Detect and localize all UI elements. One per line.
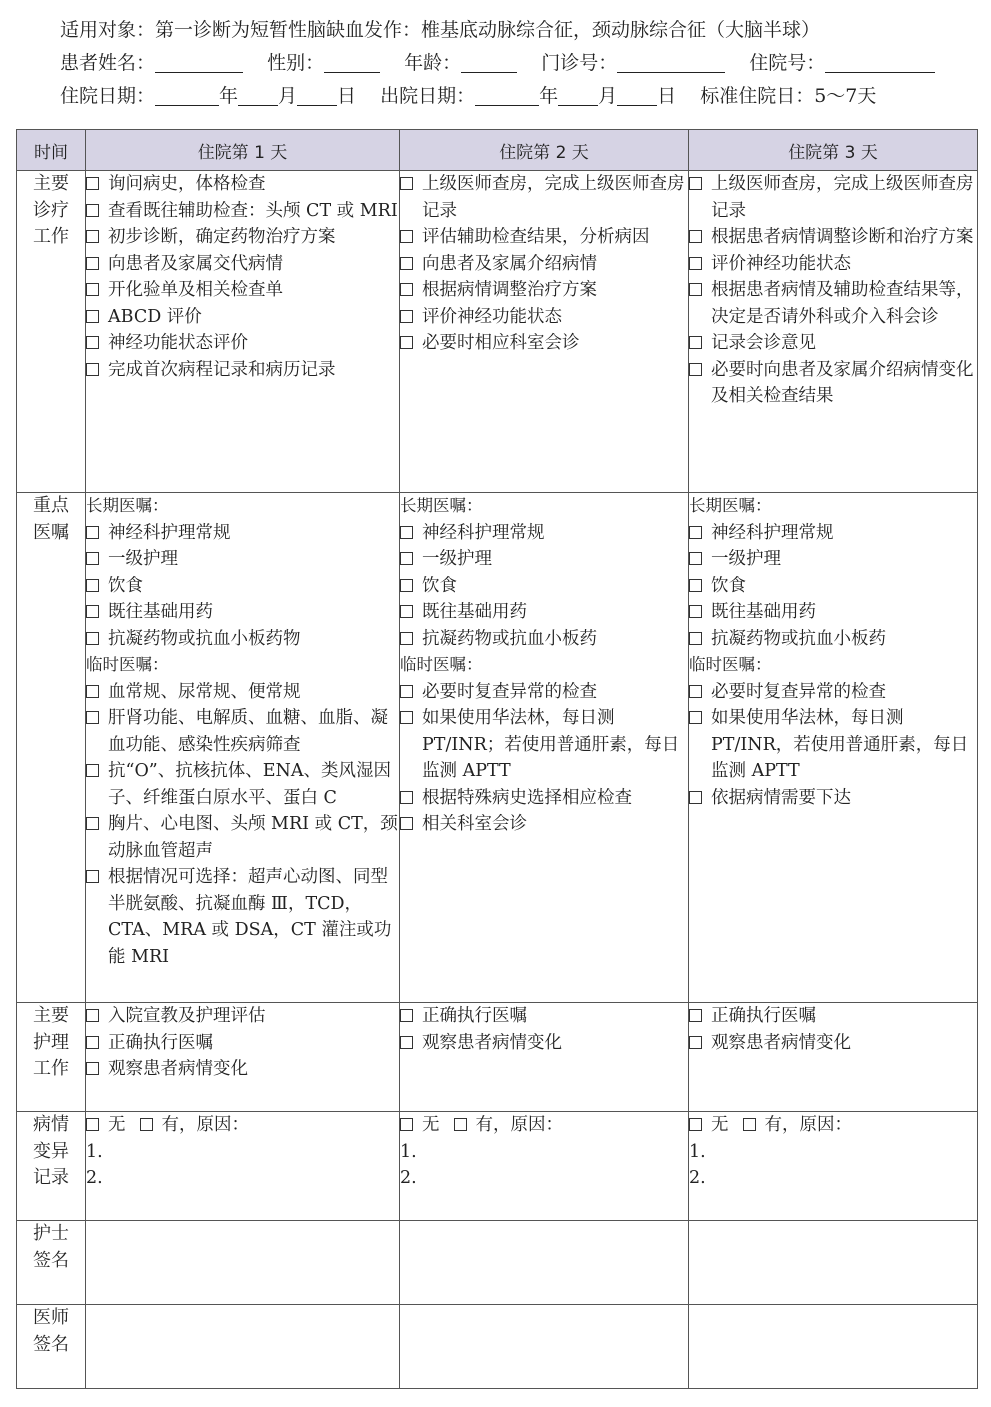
clinical-pathway-table xyxy=(16,129,978,1389)
checklist-item-text: 根据病情调整治疗方案 xyxy=(422,280,597,300)
row-label-doctor-sign: 医师 签名 xyxy=(17,1305,86,1389)
checkbox[interactable] xyxy=(86,605,99,618)
checkbox[interactable] xyxy=(689,283,702,296)
checklist-item xyxy=(400,520,688,547)
row-label-main-work: 主要 诊疗 工作 xyxy=(17,171,86,493)
checklist-item xyxy=(86,171,399,198)
checklist-item-text: 正确执行医嘱 xyxy=(422,1006,527,1026)
checklist-item xyxy=(689,626,977,653)
checklist-item-text: 既往基础用药 xyxy=(711,602,816,622)
admit-year-field[interactable] xyxy=(155,83,219,106)
inpatient-no-label: 住院号： xyxy=(749,52,826,74)
checklist-item xyxy=(400,679,688,706)
row-main-work xyxy=(17,171,978,493)
inpatient-no-field[interactable] xyxy=(825,50,935,73)
discharge-year-field[interactable] xyxy=(475,83,539,106)
checkbox[interactable] xyxy=(86,870,99,883)
variance-day-3: 无 有，原因： 1. 2. xyxy=(689,1112,978,1221)
applicable-subject: 适用对象：第一诊断为短暂性脑缺血发作：椎基底动脉综合征，颈动脉综合征（大脑半球） xyxy=(60,19,821,41)
orders-day-1 xyxy=(86,493,400,1003)
checklist-item-text: 既往基础用药 xyxy=(108,602,213,622)
row-orders xyxy=(17,493,978,1003)
age-field[interactable] xyxy=(461,50,517,73)
sex-label: 性别： xyxy=(267,52,325,74)
checklist-item xyxy=(86,864,399,970)
checklist-item-text: 神经科护理常规 xyxy=(422,522,545,543)
doctor-sign-day-3[interactable] xyxy=(689,1305,978,1389)
checklist-item-text: 向患者及家属交代病情 xyxy=(108,253,283,274)
orders-day-2 xyxy=(400,493,689,1003)
checkbox[interactable] xyxy=(86,552,99,565)
checkbox[interactable] xyxy=(86,204,99,217)
main-work-day-1 xyxy=(86,171,400,493)
temporary-orders-label: 临时医嘱： xyxy=(400,655,483,674)
checklist-item xyxy=(86,1030,399,1057)
checklist-item xyxy=(689,1030,977,1057)
variance-day-2: 无 有，原因： 1. 2. xyxy=(400,1112,689,1221)
checklist-item xyxy=(400,1003,688,1030)
checkbox[interactable] xyxy=(86,817,99,830)
checklist-item-text: 必要时相应科室会诊 xyxy=(422,333,580,353)
row-nurse-sign xyxy=(17,1221,978,1305)
checklist-item-text: 正确执行医嘱 xyxy=(108,1032,213,1053)
checklist-item-text: 饮食 xyxy=(422,575,457,596)
nursing-day-1 xyxy=(86,1003,400,1112)
discharge-month-field[interactable] xyxy=(558,83,598,106)
checklist-item xyxy=(689,599,977,626)
checklist-item xyxy=(400,626,688,653)
row-label-nurse-sign: 护士 签名 xyxy=(17,1221,86,1305)
checkbox[interactable] xyxy=(689,257,702,270)
checkbox[interactable] xyxy=(86,1009,99,1022)
checklist-item xyxy=(86,1003,399,1030)
header-row xyxy=(17,130,978,171)
checklist-item xyxy=(86,1056,399,1083)
checklist-item xyxy=(400,705,688,785)
checklist-item xyxy=(400,304,688,331)
checkbox[interactable] xyxy=(400,336,413,349)
patient-name-label: 患者姓名： xyxy=(60,52,156,74)
checkbox[interactable] xyxy=(400,632,413,645)
checklist-item-text: 一级护理 xyxy=(711,549,781,569)
checkbox[interactable] xyxy=(86,177,99,190)
checklist-item xyxy=(86,546,399,573)
row-nursing xyxy=(17,1003,978,1112)
checkbox[interactable] xyxy=(689,526,702,539)
col-day-2: 住院第 2 天 xyxy=(400,130,689,171)
checklist-item xyxy=(400,573,688,600)
col-day-3: 住院第 3 天 xyxy=(689,130,978,171)
checklist-item-text: 上级医师查房，完成上级医师查房记录 xyxy=(711,174,974,221)
checkbox[interactable] xyxy=(689,685,702,698)
variance-none-checkbox[interactable] xyxy=(86,1118,99,1131)
checkbox[interactable] xyxy=(400,817,413,830)
checkbox[interactable] xyxy=(400,552,413,565)
admit-day-field[interactable] xyxy=(297,83,337,106)
checkbox[interactable] xyxy=(86,579,99,592)
row-label-variance: 病情 变异 记录 xyxy=(17,1112,86,1221)
checklist-item xyxy=(689,251,977,278)
col-day-1: 住院第 1 天 xyxy=(86,130,400,171)
checklist-item-text: 根据情况可选择：超声心动图、同型半胱氨酸、抗凝血酶 Ⅲ，TCD，CTA、MRA 或 DSA，CT 灌注或功能 MRI xyxy=(108,867,392,967)
checklist-item xyxy=(400,1030,688,1057)
checklist-item-text: 胸片、心电图、头颅 MRI 或 CT，颈动脉血管超声 xyxy=(108,814,398,861)
checklist-item xyxy=(86,520,399,547)
col-time: 时间 xyxy=(17,130,86,171)
checklist-item-text: 观察患者病情变化 xyxy=(108,1059,248,1079)
checklist-item xyxy=(689,357,977,410)
checklist-item-text: 向患者及家属介绍病情 xyxy=(422,253,597,274)
checklist-item xyxy=(689,277,977,330)
age-label: 年龄： xyxy=(404,52,462,74)
checklist-item xyxy=(400,330,688,357)
checklist-item-text: 一级护理 xyxy=(422,549,492,569)
main-work-day-3 xyxy=(689,171,978,493)
patient-name-field[interactable] xyxy=(155,50,243,73)
variance-yes-checkbox[interactable] xyxy=(140,1118,153,1131)
checkbox[interactable] xyxy=(689,605,702,618)
checkbox[interactable] xyxy=(400,257,413,270)
row-variance xyxy=(17,1112,978,1221)
checklist-item xyxy=(689,679,977,706)
checklist-item-text: 如果使用华法林，每日测 PT/INR，若使用普通肝素，每日监测 APTT xyxy=(711,708,969,781)
checklist-item xyxy=(689,171,977,224)
checklist-item xyxy=(400,811,688,838)
checklist-item-text: 必要时复查异常的检查 xyxy=(422,681,597,702)
variance-yes-checkbox[interactable] xyxy=(743,1118,756,1131)
checkbox[interactable] xyxy=(400,711,413,724)
checkbox[interactable] xyxy=(689,177,702,190)
checklist-item-text: 抗“O”、抗核抗体、ENA、类风湿因子、纤维蛋白原水平、蛋白 C xyxy=(108,761,391,808)
checkbox[interactable] xyxy=(86,336,99,349)
doctor-sign-day-1[interactable] xyxy=(86,1305,400,1389)
checklist-item xyxy=(86,705,399,758)
checklist-item-text: 必要时复查异常的检查 xyxy=(711,681,886,702)
checklist-item xyxy=(400,171,688,224)
checklist-item xyxy=(86,224,399,251)
checklist-item-text: 抗凝药物或抗血小板药 xyxy=(711,628,886,649)
checklist-item xyxy=(86,599,399,626)
checkbox[interactable] xyxy=(689,363,702,376)
checklist-item xyxy=(86,330,399,357)
checklist-item-text: 根据特殊病史选择相应检查 xyxy=(422,787,632,808)
checklist-item-text: 查看既往辅助检查：头颅 CT 或 MRI xyxy=(108,200,398,221)
nursing-day-3 xyxy=(689,1003,978,1112)
admit-date-label: 住院日期： xyxy=(60,85,156,107)
checklist-item xyxy=(400,785,688,812)
temporary-orders-label: 临时医嘱： xyxy=(689,655,772,674)
checklist-item-text: 依据病情需要下达 xyxy=(711,787,851,808)
checkbox[interactable] xyxy=(689,552,702,565)
checkbox[interactable] xyxy=(689,336,702,349)
standard-stay: 标准住院日：5～7天 xyxy=(700,85,877,107)
variance-none-checkbox[interactable] xyxy=(400,1118,413,1131)
row-doctor-sign xyxy=(17,1305,978,1389)
checklist-item xyxy=(400,277,688,304)
clinic-no-label: 门诊号： xyxy=(541,52,618,74)
checkbox[interactable] xyxy=(86,257,99,270)
checklist-item xyxy=(689,785,977,812)
checkbox[interactable] xyxy=(86,363,99,376)
checklist-item xyxy=(86,679,399,706)
variance-yes-checkbox[interactable] xyxy=(454,1118,467,1131)
checklist-item xyxy=(86,277,399,304)
checklist-item-text: 既往基础用药 xyxy=(422,602,527,622)
checkbox[interactable] xyxy=(86,230,99,243)
date-line: 住院日期： 年 月 日 出院日期： 年 月 日 标准住院日：5～7天 xyxy=(60,80,960,113)
checklist-item-text: 初步诊断，确定药物治疗方案 xyxy=(108,227,336,247)
checklist-item-text: 完成首次病程记录和病历记录 xyxy=(108,359,336,380)
checkbox[interactable] xyxy=(86,1062,99,1075)
checklist-item-text: 饮食 xyxy=(711,575,746,596)
checkbox[interactable] xyxy=(86,764,99,777)
checklist-item-text: 神经功能状态评价 xyxy=(108,333,248,353)
sex-field[interactable] xyxy=(324,50,380,73)
checklist-item-text: 一级护理 xyxy=(108,549,178,569)
checklist-item xyxy=(400,546,688,573)
temporary-orders-label: 临时医嘱： xyxy=(86,655,169,674)
checkbox[interactable] xyxy=(400,605,413,618)
checkbox[interactable] xyxy=(400,177,413,190)
form-header xyxy=(60,14,960,113)
row-label-nursing: 主要 护理 工作 xyxy=(17,1003,86,1112)
checkbox[interactable] xyxy=(86,685,99,698)
checkbox[interactable] xyxy=(689,1036,702,1049)
checklist-item-text: 入院宣教及护理评估 xyxy=(108,1006,266,1026)
checklist-item-text: 血常规、尿常规、便常规 xyxy=(108,681,301,702)
discharge-day-field[interactable] xyxy=(617,83,657,106)
checklist-item xyxy=(86,626,399,653)
orders-day-3 xyxy=(689,493,978,1003)
variance-none-checkbox[interactable] xyxy=(689,1118,702,1131)
checkbox[interactable] xyxy=(86,310,99,323)
checkbox[interactable] xyxy=(689,579,702,592)
checkbox[interactable] xyxy=(400,1009,413,1022)
checklist-item-text: 询问病史，体格检查 xyxy=(108,174,266,194)
checklist-item-text: 抗凝药物或抗血小板药物 xyxy=(108,628,301,649)
checklist-item xyxy=(400,599,688,626)
doctor-sign-day-2[interactable] xyxy=(400,1305,689,1389)
checklist-item-text: ABCD 评价 xyxy=(108,306,202,327)
checklist-item xyxy=(689,224,977,251)
checklist-item-text: 评估辅助检查结果，分析病因 xyxy=(422,227,650,247)
long-term-orders-label: 长期医嘱： xyxy=(689,496,772,515)
checklist-item xyxy=(689,330,977,357)
long-term-orders-label: 长期医嘱： xyxy=(400,496,483,515)
checklist-item-text: 记录会诊意见 xyxy=(711,333,816,353)
admit-month-field[interactable] xyxy=(238,83,278,106)
checklist-item-text: 饮食 xyxy=(108,575,143,596)
checklist-item-text: 必要时向患者及家属介绍病情变化及相关检查结果 xyxy=(711,359,974,406)
checkbox[interactable] xyxy=(400,283,413,296)
checkbox[interactable] xyxy=(400,685,413,698)
checkbox[interactable] xyxy=(86,526,99,539)
checklist-item xyxy=(86,251,399,278)
checkbox[interactable] xyxy=(689,791,702,804)
checklist-item xyxy=(86,198,399,225)
checklist-item-text: 评价神经功能状态 xyxy=(422,306,562,327)
checklist-item-text: 上级医师查房，完成上级医师查房记录 xyxy=(422,174,685,221)
checklist-item-text: 神经科护理常规 xyxy=(108,522,231,543)
checklist-item-text: 肝肾功能、电解质、血糖、血脂、凝血功能、感染性疾病筛查 xyxy=(108,708,388,755)
checklist-item-text: 根据患者病情及辅助检查结果等，决定是否请外科或介入科会诊 xyxy=(711,280,974,327)
checkbox[interactable] xyxy=(689,1009,702,1022)
long-term-orders-label: 长期医嘱： xyxy=(86,496,169,515)
checklist-item xyxy=(689,546,977,573)
clinic-no-field[interactable] xyxy=(617,50,725,73)
checklist-item xyxy=(689,520,977,547)
checklist-item xyxy=(400,251,688,278)
row-label-orders: 重点 医嘱 xyxy=(17,493,86,1003)
patient-info-line xyxy=(60,47,960,80)
checkbox[interactable] xyxy=(689,632,702,645)
checklist-item xyxy=(86,357,399,384)
checklist-item-text: 观察患者病情变化 xyxy=(711,1032,851,1053)
checklist-item-text: 观察患者病情变化 xyxy=(422,1032,562,1053)
checklist-item-text: 神经科护理常规 xyxy=(711,522,834,543)
checklist-item-text: 正确执行医嘱 xyxy=(711,1006,816,1026)
checklist-item xyxy=(689,1003,977,1030)
checklist-item xyxy=(86,758,399,811)
checkbox[interactable] xyxy=(400,579,413,592)
checklist-item xyxy=(86,304,399,331)
checklist-item xyxy=(689,705,977,785)
checkbox[interactable] xyxy=(400,230,413,243)
checklist-item-text: 如果使用华法林，每日测 PT/INR；若使用普通肝素，每日监测 APTT xyxy=(422,708,680,781)
main-work-day-2 xyxy=(400,171,689,493)
checkbox[interactable] xyxy=(400,791,413,804)
checklist-item xyxy=(86,811,399,864)
checklist-item xyxy=(400,224,688,251)
nursing-day-2 xyxy=(400,1003,689,1112)
checkbox[interactable] xyxy=(689,711,702,724)
nurse-sign-day-3[interactable] xyxy=(689,1221,978,1305)
checkbox[interactable] xyxy=(400,310,413,323)
checkbox[interactable] xyxy=(86,632,99,645)
checklist-item-text: 根据患者病情调整诊断和治疗方案 xyxy=(711,227,974,247)
checkbox[interactable] xyxy=(400,1036,413,1049)
checklist-item xyxy=(86,573,399,600)
checklist-item-text: 评价神经功能状态 xyxy=(711,253,851,274)
checklist-item-text: 抗凝药物或抗血小板药 xyxy=(422,628,597,649)
checkbox[interactable] xyxy=(86,283,99,296)
checklist-item-text: 开化验单及相关检查单 xyxy=(108,280,283,300)
checklist-item-text: 相关科室会诊 xyxy=(422,814,527,834)
nurse-sign-day-1[interactable] xyxy=(86,1221,400,1305)
checklist-item xyxy=(689,573,977,600)
checkbox[interactable] xyxy=(86,711,99,724)
discharge-date-label: 出院日期： xyxy=(380,85,476,107)
checkbox[interactable] xyxy=(86,1036,99,1049)
checkbox[interactable] xyxy=(689,230,702,243)
variance-day-1: 无 有，原因： 1. 2. xyxy=(86,1112,400,1221)
nurse-sign-day-2[interactable] xyxy=(400,1221,689,1305)
checkbox[interactable] xyxy=(400,526,413,539)
